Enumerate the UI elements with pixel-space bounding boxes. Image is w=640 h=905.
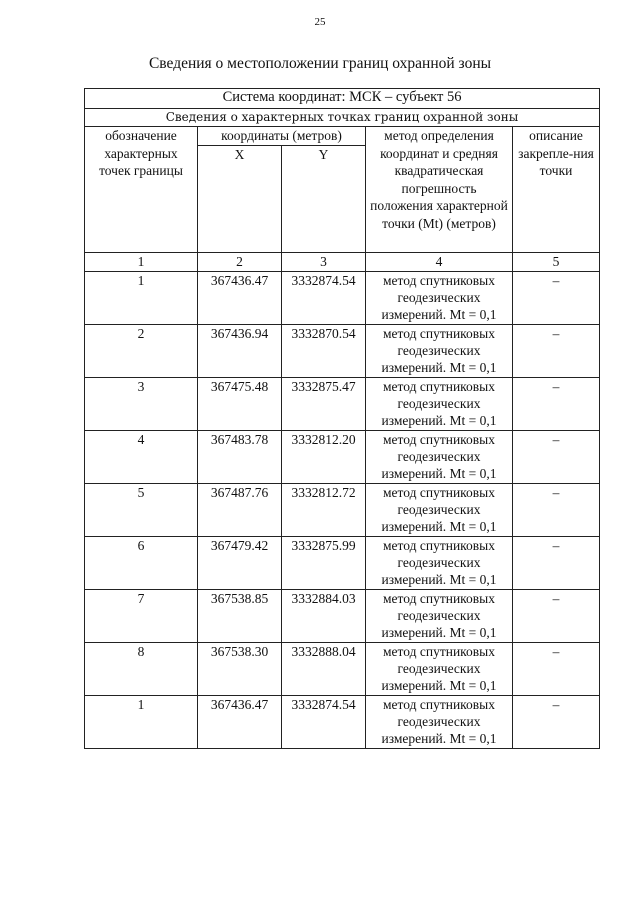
table-row — [85, 536, 600, 589]
x-coordinate-cell: 367538.85 — [198, 589, 282, 642]
table-row — [85, 377, 600, 430]
header-coordinates: координаты (метров) — [198, 127, 366, 146]
point-cell: 2 — [85, 324, 198, 377]
y-coordinate-cell: 3332812.20 — [282, 430, 366, 483]
x-coordinate-cell: 367483.78 — [198, 430, 282, 483]
description-cell: – — [513, 430, 600, 483]
method-cell: метод спутниковых геодезических измерений. Mt = 0,1 — [366, 695, 513, 748]
info-row: Сведения о характерных точках границ охранной зоны — [85, 109, 600, 127]
x-coordinate-cell: 367436.47 — [198, 271, 282, 324]
x-coordinate-cell: 367487.76 — [198, 483, 282, 536]
header-row — [85, 127, 600, 146]
table-row — [85, 589, 600, 642]
description-cell: – — [513, 271, 600, 324]
method-cell: метод спутниковых геодезических измерений. Mt = 0,1 — [366, 430, 513, 483]
description-cell: – — [513, 589, 600, 642]
method-cell: метод спутниковых геодезических измерений. Mt = 0,1 — [366, 377, 513, 430]
header-method: метод определения координат и средняя квадратическая погрешность положения характерной точки (Mt) (метров) — [366, 127, 513, 253]
x-coordinate-cell: 367538.30 — [198, 642, 282, 695]
column-number: 4 — [366, 252, 513, 271]
table-row — [85, 430, 600, 483]
header-y: Y — [282, 145, 366, 252]
x-coordinate-cell: 367436.94 — [198, 324, 282, 377]
header-point: обозначение характерных точек границы — [85, 127, 198, 253]
table-row — [85, 324, 600, 377]
point-cell: 7 — [85, 589, 198, 642]
description-cell: – — [513, 483, 600, 536]
y-coordinate-cell: 3332875.99 — [282, 536, 366, 589]
header-x: X — [198, 145, 282, 252]
y-coordinate-cell: 3332812.72 — [282, 483, 366, 536]
point-cell: 1 — [85, 695, 198, 748]
point-cell: 6 — [85, 536, 198, 589]
boundary-points-table — [84, 88, 600, 749]
description-cell: – — [513, 536, 600, 589]
table-row — [85, 642, 600, 695]
coordinate-system-row: Система координат: МСК – субъект 56 — [85, 89, 600, 109]
y-coordinate-cell: 3332888.04 — [282, 642, 366, 695]
document-title: Сведения о местоположении границ охранной зоны — [148, 55, 492, 72]
method-cell: метод спутниковых геодезических измерений. Mt = 0,1 — [366, 536, 513, 589]
x-coordinate-cell: 367475.48 — [198, 377, 282, 430]
x-coordinate-cell: 367479.42 — [198, 536, 282, 589]
description-cell: – — [513, 377, 600, 430]
point-cell: 5 — [85, 483, 198, 536]
column-numbers-row — [85, 252, 600, 271]
method-cell: метод спутниковых геодезических измерений. Mt = 0,1 — [366, 324, 513, 377]
description-cell: – — [513, 642, 600, 695]
y-coordinate-cell: 3332884.03 — [282, 589, 366, 642]
point-cell: 8 — [85, 642, 198, 695]
description-cell: – — [513, 695, 600, 748]
column-number: 3 — [282, 252, 366, 271]
column-number: 2 — [198, 252, 282, 271]
header-description: описание закрепле-ния точки — [513, 127, 600, 253]
method-cell: метод спутниковых геодезических измерений. Mt = 0,1 — [366, 271, 513, 324]
y-coordinate-cell: 3332874.54 — [282, 271, 366, 324]
table-row — [85, 271, 600, 324]
table-row — [85, 483, 600, 536]
y-coordinate-cell: 3332870.54 — [282, 324, 366, 377]
method-cell: метод спутниковых геодезических измерений. Mt = 0,1 — [366, 483, 513, 536]
method-cell: метод спутниковых геодезических измерений. Mt = 0,1 — [366, 589, 513, 642]
description-cell: – — [513, 324, 600, 377]
column-number: 5 — [513, 252, 600, 271]
point-cell: 3 — [85, 377, 198, 430]
point-cell: 4 — [85, 430, 198, 483]
y-coordinate-cell: 3332875.47 — [282, 377, 366, 430]
y-coordinate-cell: 3332874.54 — [282, 695, 366, 748]
x-coordinate-cell: 367436.47 — [198, 695, 282, 748]
method-cell: метод спутниковых геодезических измерений. Mt = 0,1 — [366, 642, 513, 695]
table-row — [85, 695, 600, 748]
point-cell: 1 — [85, 271, 198, 324]
page-number: 25 — [314, 16, 326, 28]
column-number: 1 — [85, 252, 198, 271]
